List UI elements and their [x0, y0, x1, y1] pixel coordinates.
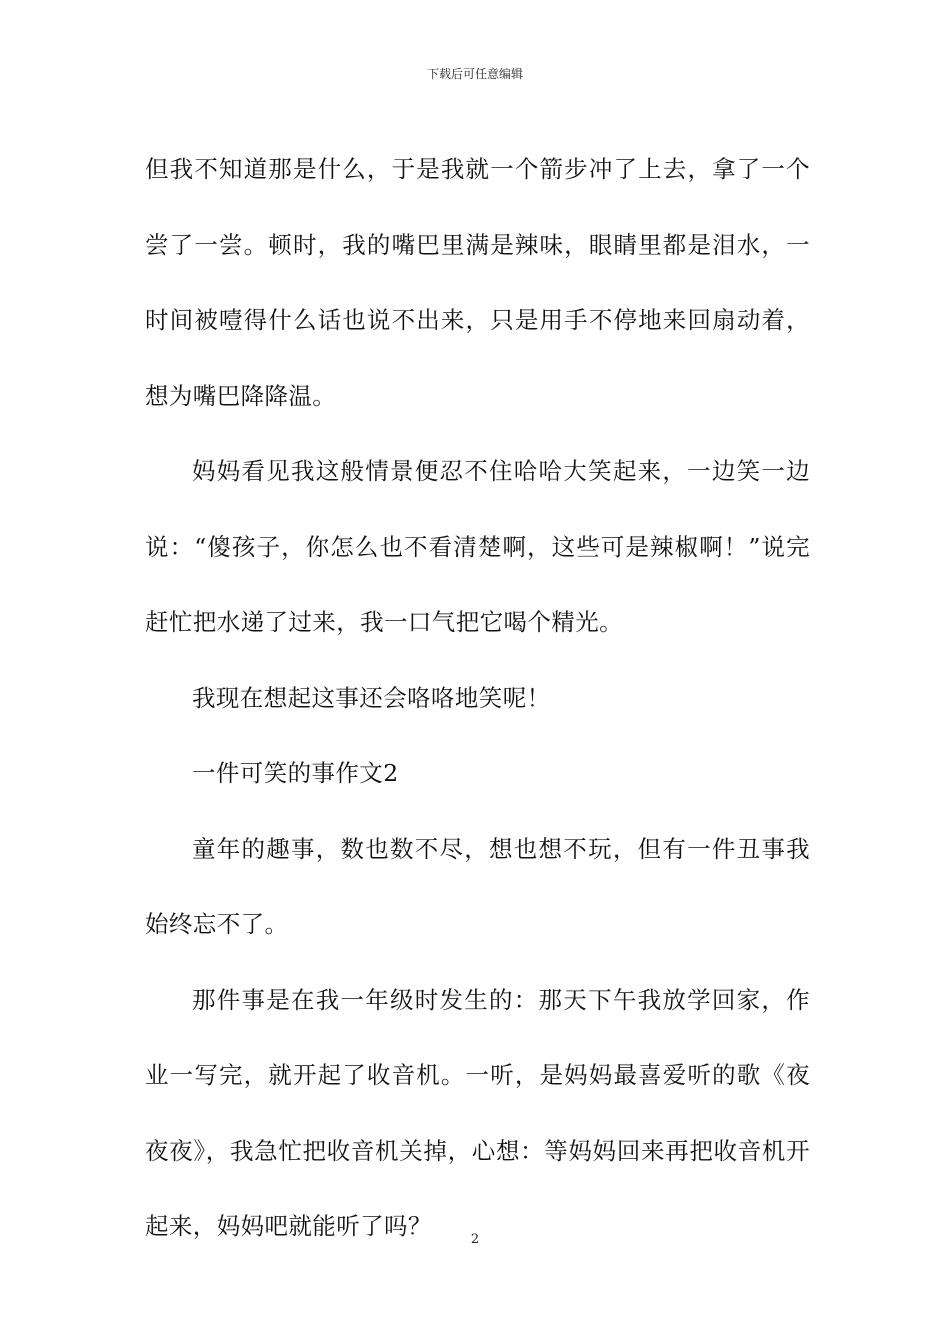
- paragraph-4: 童年的趣事，数也数不尽，想也想不玩，但有一件丑事我始终忘不了。: [145, 834, 810, 938]
- paragraph-3: 我现在想起这事还会咯咯地笑呢！: [192, 683, 551, 712]
- paragraph-1: 但我不知道那是什么，于是我就一个箭步冲了上去，拿了一个尝了一尝。顿时，我的嘴巴里满是辣味，眼睛里都是泪水，一时间被噎得什么话也说不出来，只是用手不停地来回扇动着，想为嘴巴降降温。: [145, 155, 810, 410]
- page-number: 2: [470, 1232, 480, 1247]
- section-title: 一件可笑的事作文2: [192, 759, 399, 787]
- document-body: [145, 132, 810, 1265]
- paragraph-5: 那件事是在我一年级时发生的：那天下午我放学回家，作业一写完，就开起了收音机。一听，是妈妈最喜爱听的歌《夜夜夜》，我急忙把收音机关掉，心想：等妈妈回来再把收音机开起来，妈妈吧就能听了吗？: [145, 985, 810, 1240]
- paragraph-2: 妈妈看见我这般情景便忍不住哈哈大笑起来，一边笑一边说：“傻孩子，你怎么也不看清楚啊，这些可是辣椒啊！”说完赶忙把水递了过来，我一口气把它喝个精光。: [145, 457, 810, 636]
- page-header: 下载后可任意编辑: [426, 67, 523, 81]
